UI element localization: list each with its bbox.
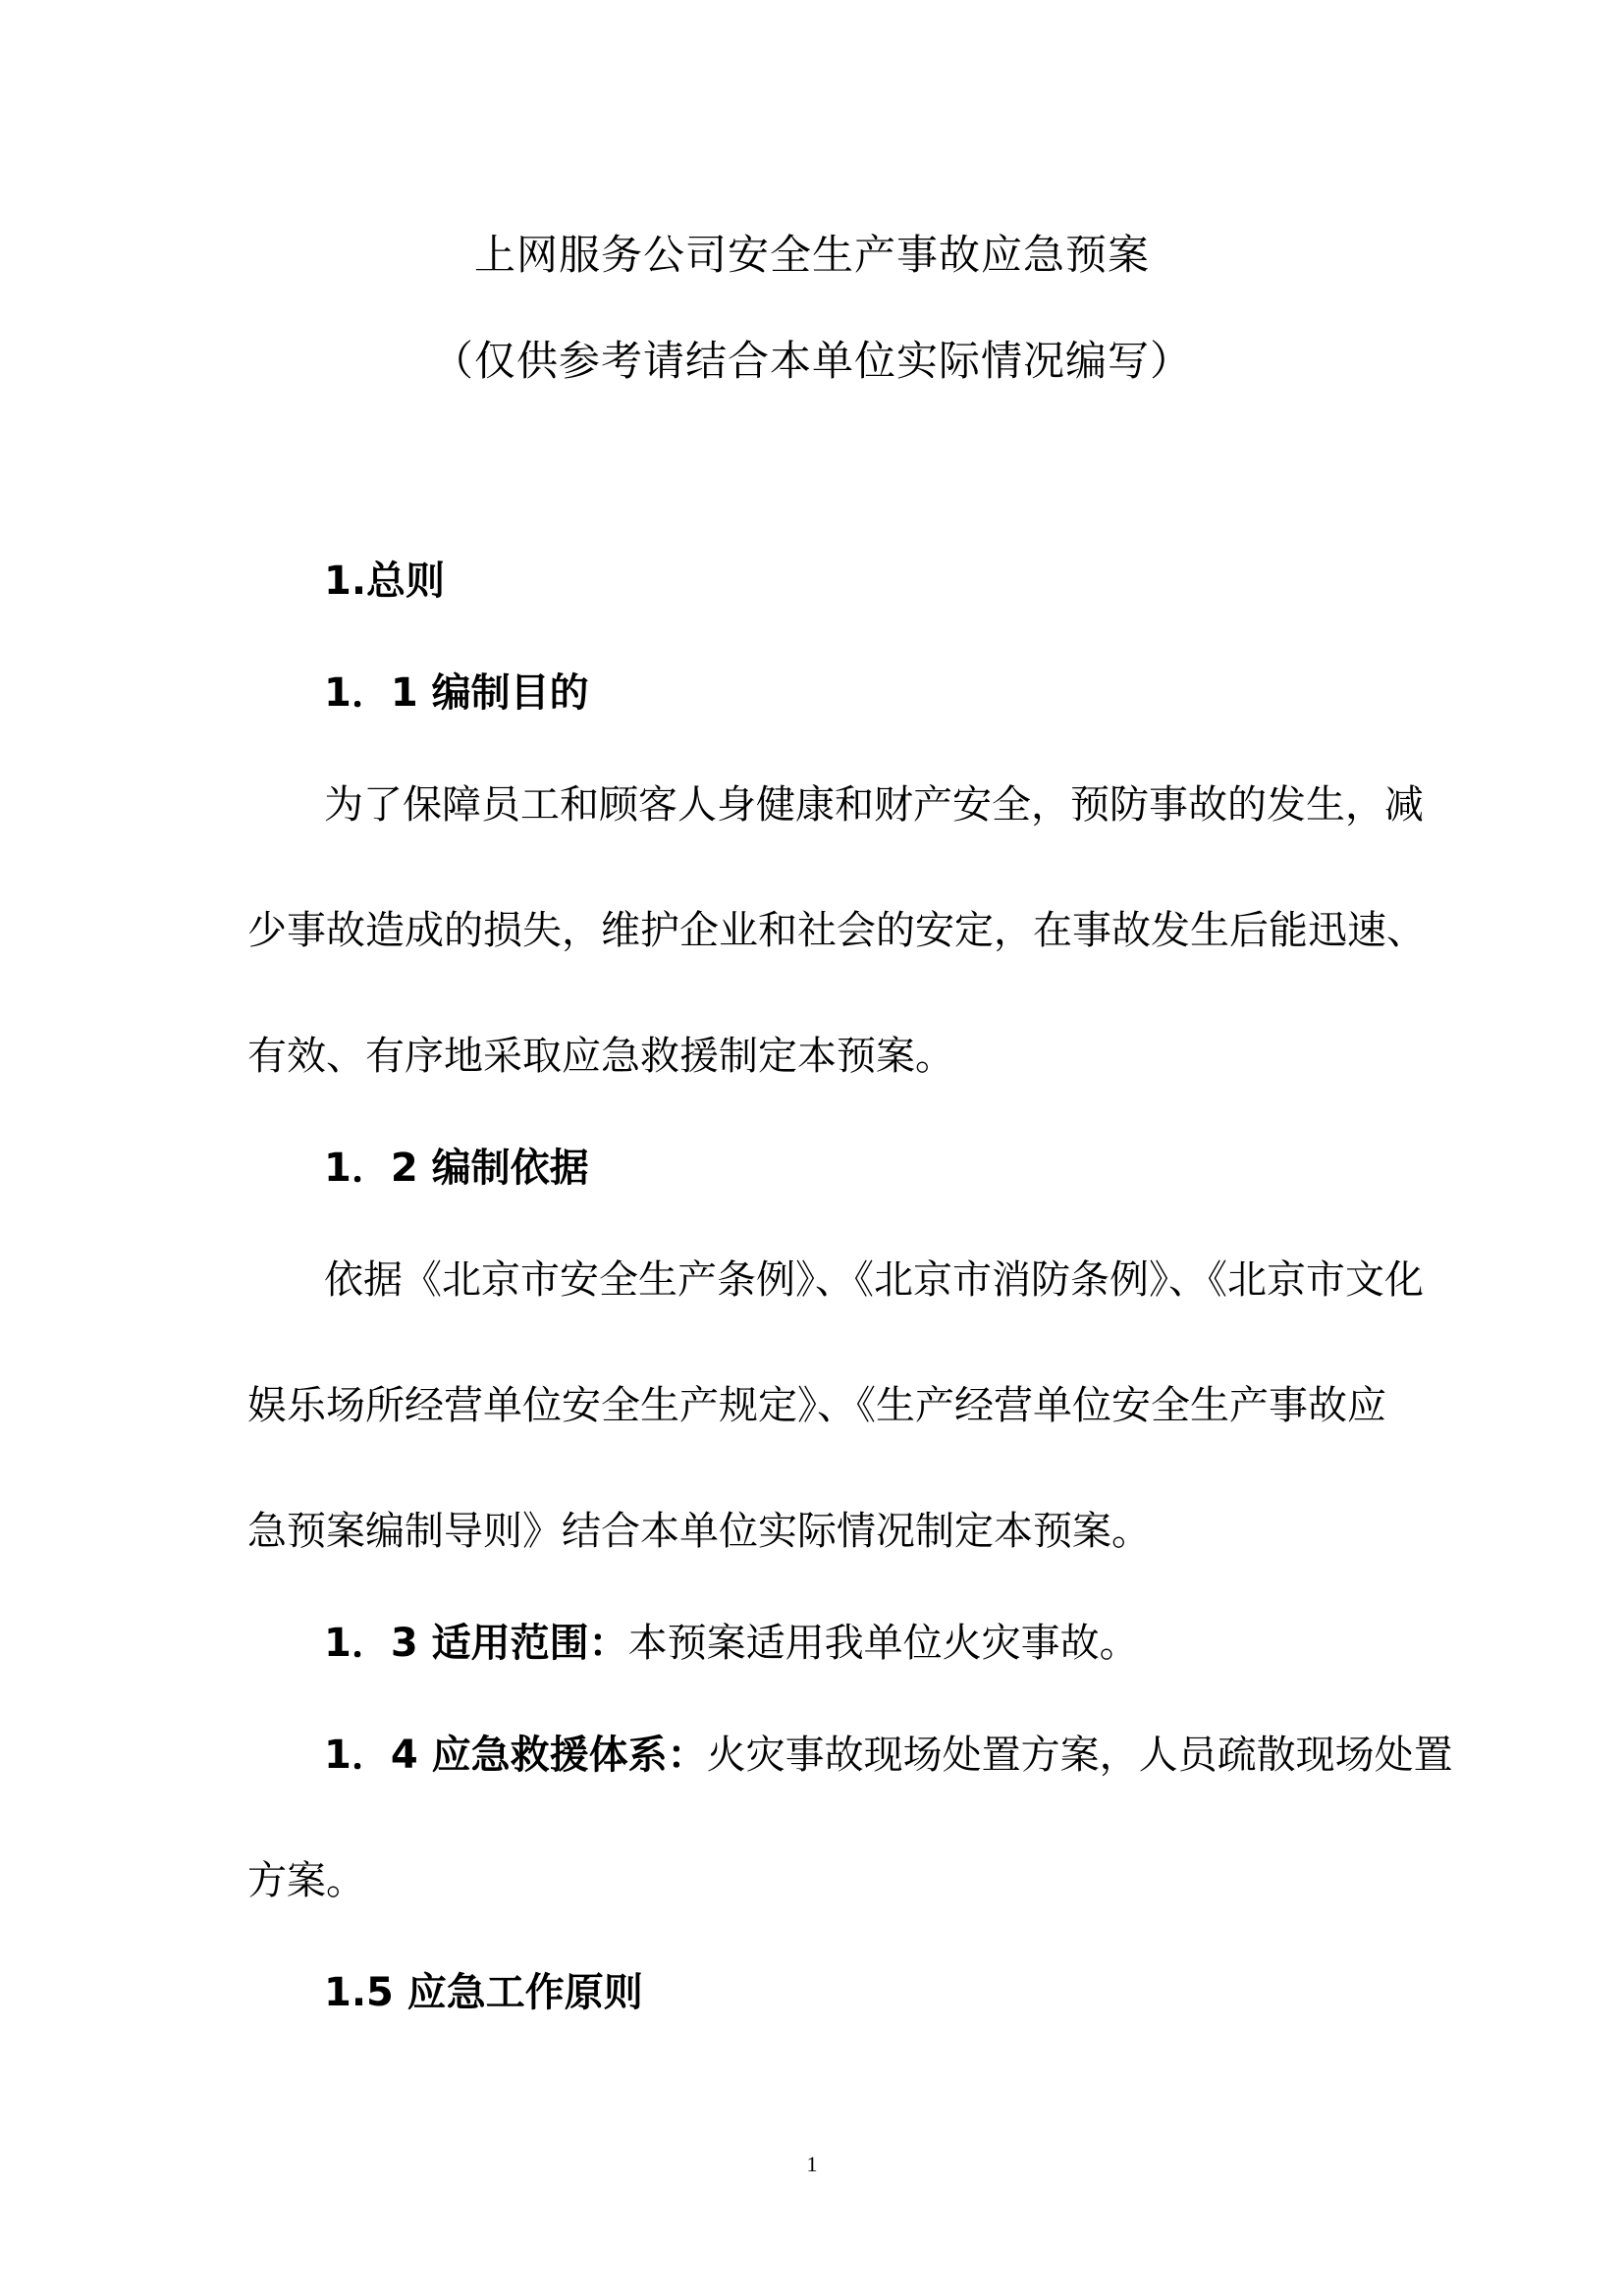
- section-1-heading: 1.总则: [324, 559, 446, 604]
- document-subtitle: （仅供参考请结合本单位实际情况编写）: [431, 337, 1192, 385]
- section-1-4-line: [324, 1726, 1453, 1785]
- section-1-1-heading: 1．1 编制目的: [324, 670, 589, 716]
- section-1-4-line-2: 方案。: [247, 1858, 365, 1903]
- section-1-3-label: 1．3 适用范围：: [324, 1621, 628, 1666]
- section-1-1-paragraph-line: 有效、有序地采取应急救援制定本预案。: [247, 1034, 954, 1079]
- section-1-2-paragraph-line: 急预案编制导则》结合本单位实际情况制定本预案。: [247, 1509, 1151, 1554]
- section-1-2-heading: 1．2 编制依据: [324, 1146, 589, 1191]
- section-1-5-heading: 1.5 应急工作原则: [324, 1970, 643, 2015]
- section-1-2-paragraph-line: 依据《北京市安全生产条例》、《北京市消防条例》、《北京市文化: [324, 1257, 1424, 1303]
- section-1-3-line: [324, 1614, 1386, 1673]
- section-1-1-paragraph-line: 为了保障员工和顾客人身健康和财产安全，预防事故的发生，减: [324, 782, 1424, 828]
- section-1-3-text: 本预案适用我单位火灾事故。: [627, 1621, 1139, 1666]
- document-title: 上网服务公司安全生产事故应急预案: [473, 231, 1150, 279]
- section-1-1-paragraph-line: 少事故造成的损失，维护企业和社会的安定，在事故发生后能迅速、: [247, 908, 1426, 953]
- section-1-2-paragraph-line: 娱乐场所经营单位安全生产规定》、《生产经营单位安全生产事故应: [247, 1383, 1386, 1428]
- section-1-4-label: 1．4 应急救援体系：: [324, 1733, 707, 1778]
- section-1-4-text: 火灾事故现场处置方案，人员疏散现场处置: [706, 1733, 1453, 1778]
- page-number: 1: [806, 2152, 818, 2176]
